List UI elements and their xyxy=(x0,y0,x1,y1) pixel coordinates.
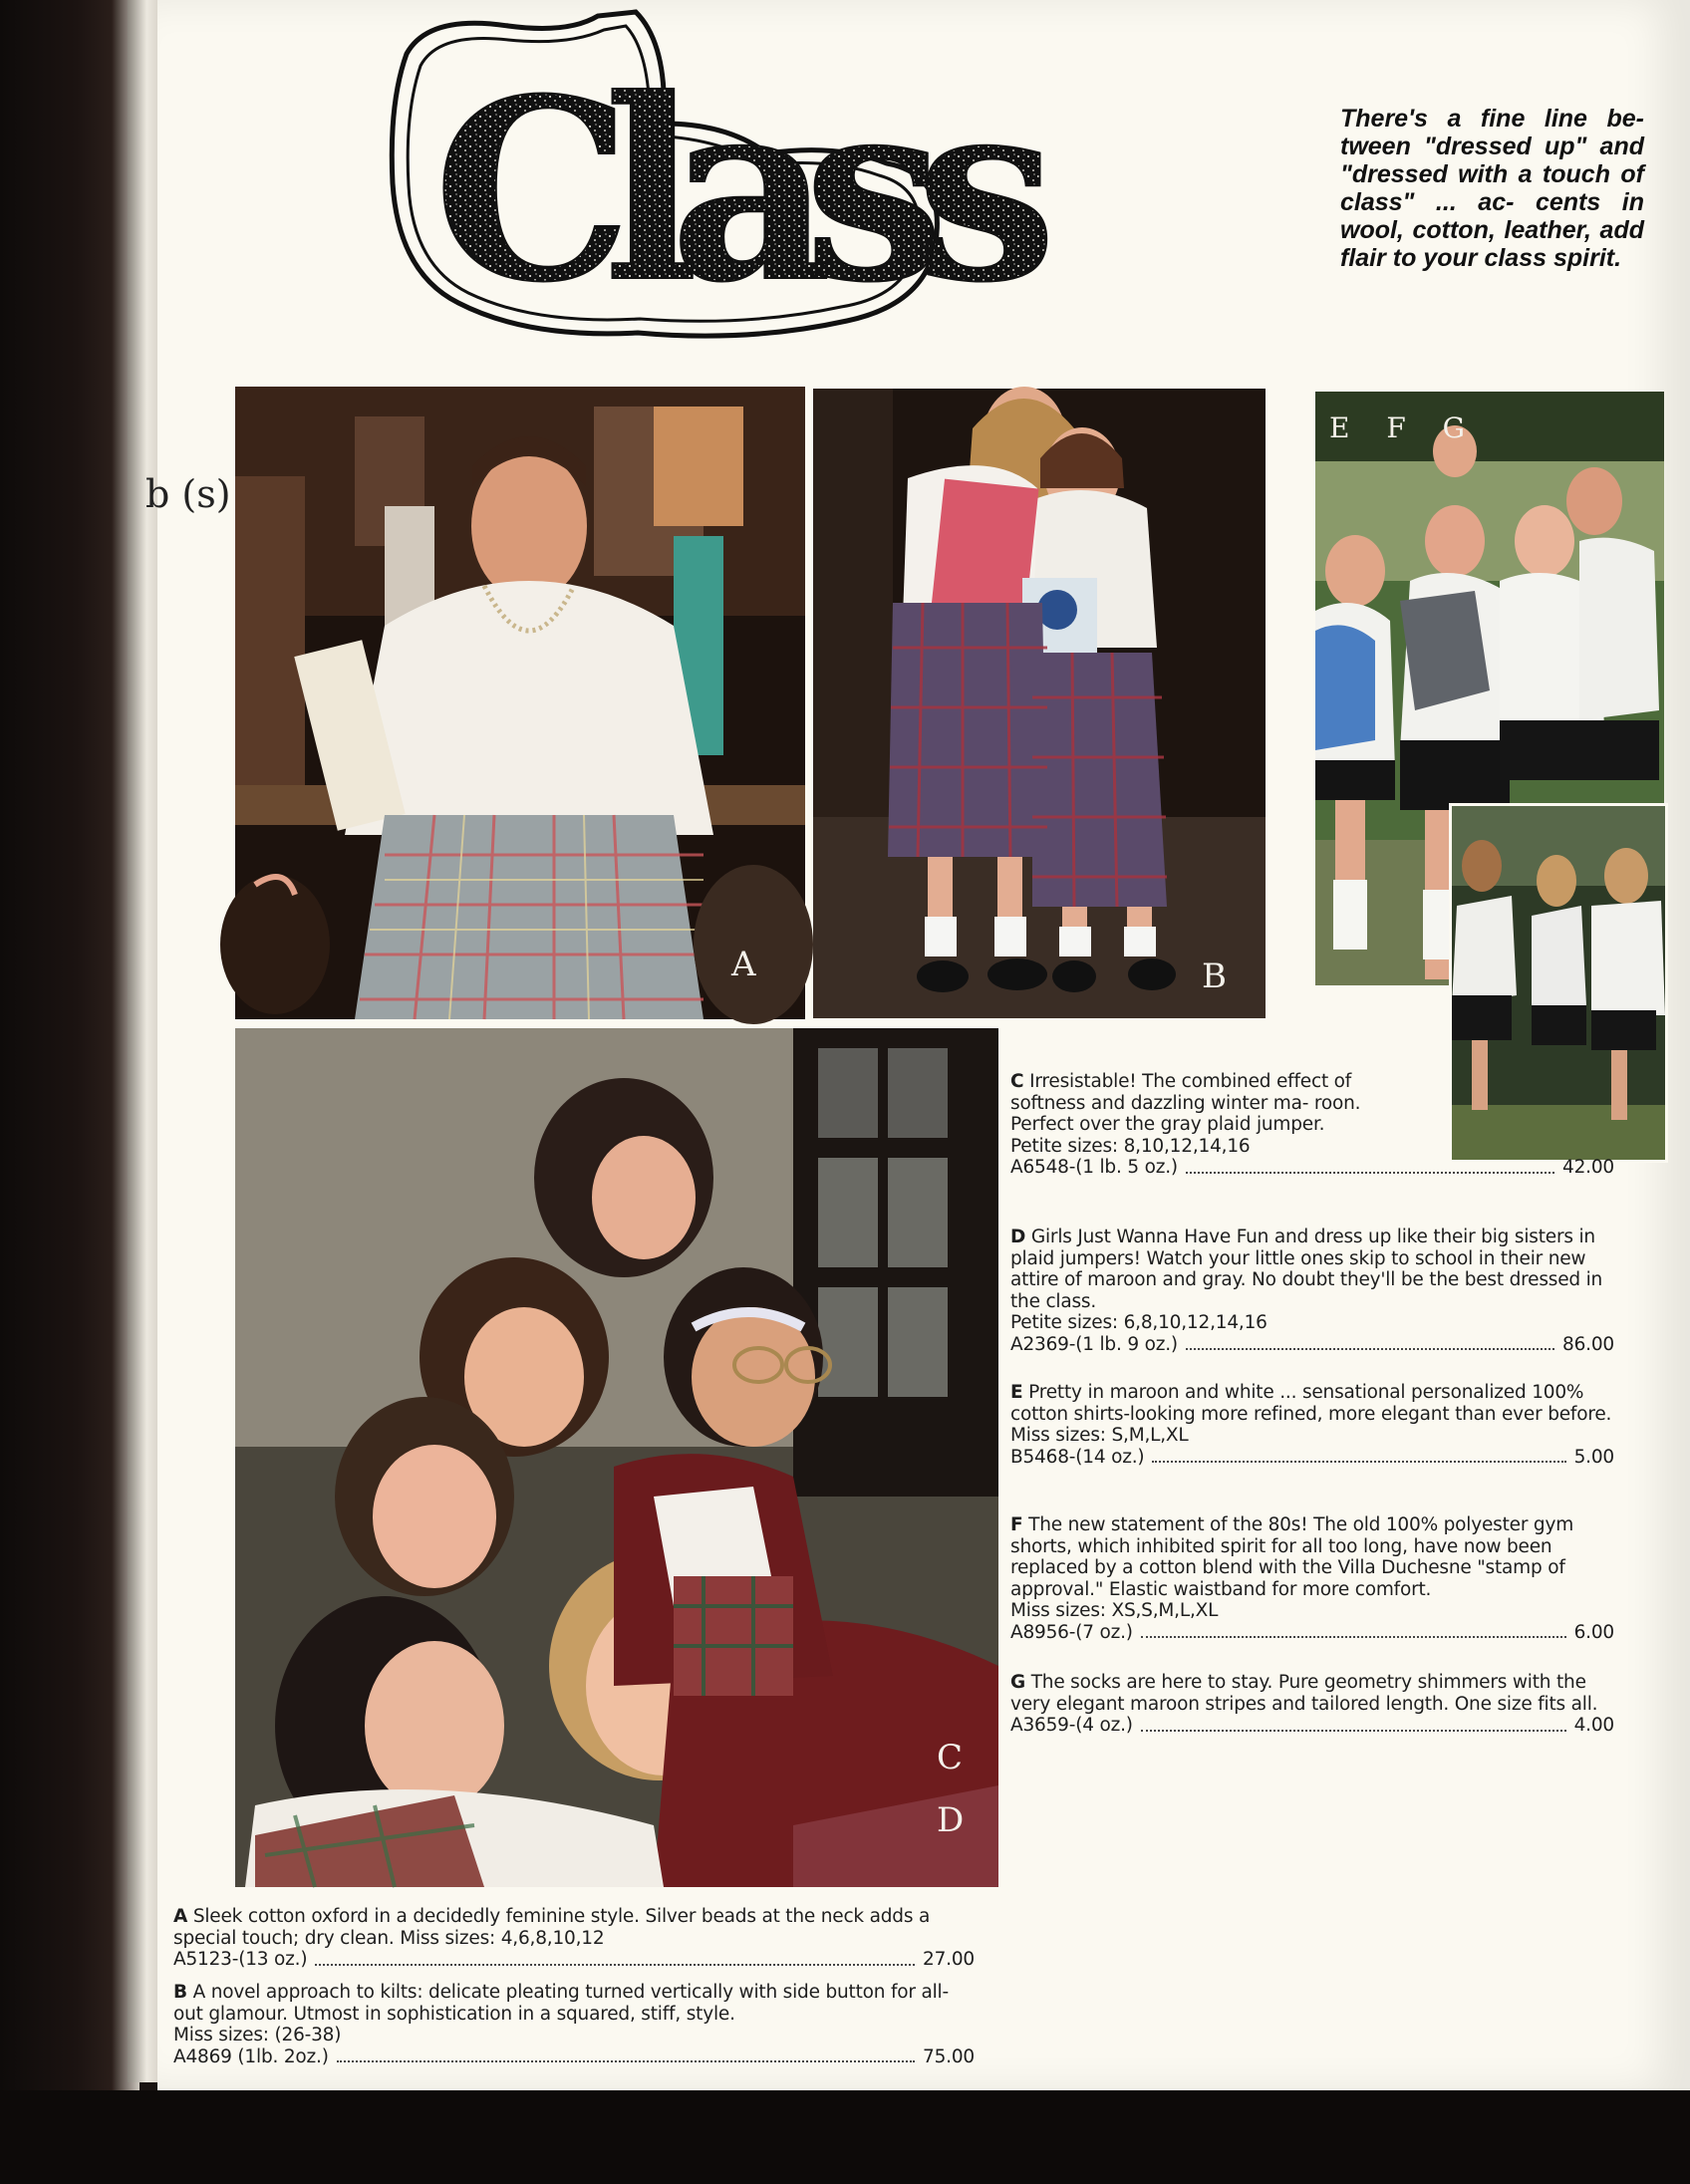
scan-background xyxy=(0,0,140,2184)
photo-b-two-students xyxy=(813,389,1266,1018)
caption-item-b: B A novel approach to kilts: delicate pleating turned vertically with side button for all-out glamour. Utmost in sophistication in a squared, stiff, style. Miss sizes: (26-38) A4869 (1lb. 2oz.) 75.00 xyxy=(173,1982,975,2067)
caption-item-g: G The socks are here to stay. Pure geometry shimmers with the very elegant maroon stripes and tailored length. One size fits all. A3659-(4 oz.) 4.00 xyxy=(1010,1672,1614,1736)
price-f: 6.00 xyxy=(1573,1621,1614,1643)
photo-label-a: A xyxy=(731,945,756,984)
caption-item-c: C Irresistable! The combined effect of softness and dazzling winter ma- roon. Perfect over the gray plaid jumper. Petite sizes: 8,10,12,14,16 A6548-(1 lb. 5 oz.) 42.00 xyxy=(1010,1071,1614,1178)
price-g: 4.00 xyxy=(1573,1715,1614,1736)
price-b: 75.00 xyxy=(923,2046,975,2067)
price-c: 42.00 xyxy=(1562,1157,1614,1178)
caption-item-e: E Pretty in maroon and white ... sensational personalized 100% cotton shirts-looking more refined, more elegant than ever before. Miss sizes: S,M,L,XL B5468-(14 oz.) 5.00 xyxy=(1010,1382,1614,1468)
caption-item-a: A Sleek cotton oxford in a decidedly feminine style. Silver beads at the neck adds a special touch; dry clean. Miss sizes: 4,6,8,10,12 A5123-(13 oz.) 27.00 xyxy=(173,1906,975,1970)
scan-bottom-edge xyxy=(0,2090,1690,2184)
caption-item-d: D Girls Just Wanna Have Fun and dress up like their big sisters in plaid jumpers! Watch your little ones skip to school in their new attire of maroon and gray. No doubt they'll be the best dressed in the class. Petite sizes: 6,8,10,12,14,16 A2369-(1 lb. 9 oz.) 86.00 xyxy=(1010,1227,1614,1355)
photo-label-efg: E F G xyxy=(1329,411,1480,444)
photo-label-d: D xyxy=(937,1800,965,1840)
binding-strip xyxy=(128,0,159,2082)
photo-label-b: B xyxy=(1202,956,1227,996)
price-e: 5.00 xyxy=(1573,1446,1614,1468)
svg-text:Class: Class xyxy=(433,44,1029,337)
intro-text: There's a fine line be- tween "dressed up" and "dressed with a touch of class" ... ac- cents in wool, cotton, leather, add flair to your class spirit. xyxy=(1340,105,1644,272)
price-a: 27.00 xyxy=(923,1949,975,1970)
caption-item-f: F The new statement of the 80s! The old 100% polyester gym shorts, which inhibited spirit for all too long, have now been replaced by a cotton blend with the Villa Duchesne "stamp of approval." Elastic waistband for more comfort. Miss sizes: XS,S,M,L,XL A8956-(7 oz.) 6.00 xyxy=(1010,1514,1614,1643)
photo-cd-group-of-girls xyxy=(235,1028,998,1887)
photo-label-c: C xyxy=(937,1738,964,1777)
photo-a-teacher xyxy=(235,387,805,1019)
class-logo xyxy=(369,4,1029,353)
price-d: 86.00 xyxy=(1562,1333,1614,1355)
binding-marks: b (s) xyxy=(145,472,231,516)
